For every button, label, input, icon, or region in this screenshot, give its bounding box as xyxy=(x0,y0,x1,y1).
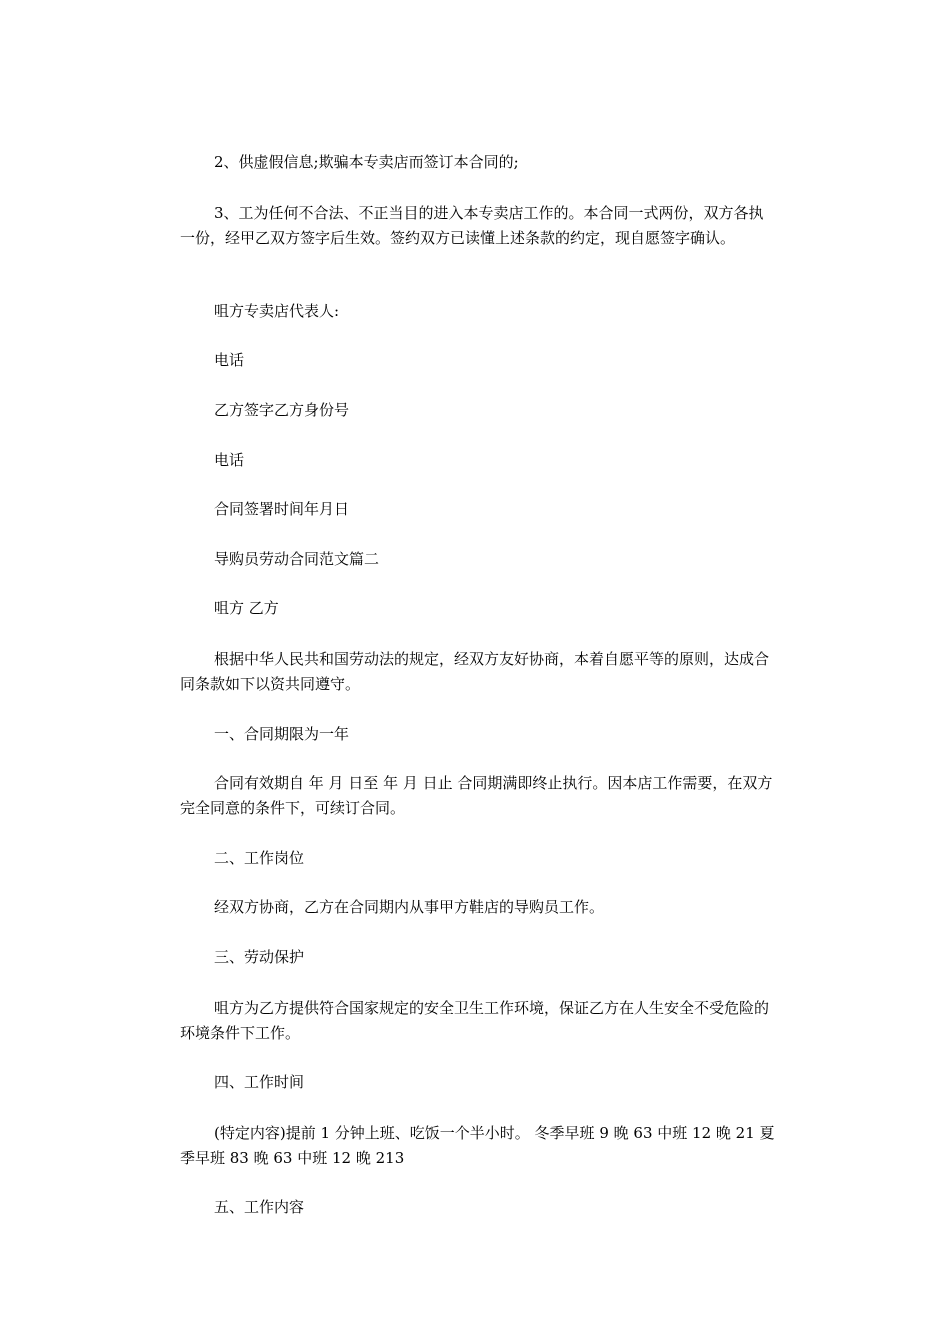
paragraph-1: 2、供虚假信息;欺骗本专卖店而签订本合同的; xyxy=(214,153,519,171)
paragraph-15: 三、劳动保护 xyxy=(214,948,305,966)
paragraph-6: 电话 xyxy=(214,451,245,469)
paragraph-9: 咀方 乙方 xyxy=(214,599,279,617)
paragraph-19: 五、工作内容 xyxy=(214,1198,305,1216)
paragraph-7: 合同签署时间年月日 xyxy=(214,500,350,518)
paragraph-10: 根据中华人民共和国劳动法的规定，经双方友好协商，本着自愿平等的原则，达成合同条款如下以资共同遵守。 xyxy=(180,650,770,693)
paragraph-4: 电话 xyxy=(214,351,245,369)
paragraph-14: 经双方协商，乙方在合同期内从事甲方鞋店的导购员工作。 xyxy=(214,898,605,916)
paragraph-16: 咀方为乙方提供符合国家规定的安全卫生工作环境，保证乙方在人生安全不受危险的环境条件下工作。 xyxy=(180,999,770,1042)
paragraph-3: 咀方专卖店代表人: xyxy=(214,302,340,320)
paragraph-17: 四、工作时间 xyxy=(214,1073,305,1091)
paragraph-18: (特定内容)提前 1 分钟上班、吃饭一个半小时。 冬季早班 9 晚 63 中班 12 晚 21 夏季早班 83 晚 63 中班 12 晚 213 xyxy=(180,1124,775,1167)
section-heading: 导购员劳动合同范文篇二 xyxy=(214,550,380,568)
paragraph-5: 乙方签字乙方身份号 xyxy=(214,401,350,419)
paragraph-13: 二、工作岗位 xyxy=(214,849,305,867)
paragraph-2: 3、工为任何不合法、不正当目的进入本专卖店工作的。本合同一式两份，双方各执一份，经甲乙双方签字后生效。签约双方已读懂上述条款的约定，现自愿签字确认。 xyxy=(180,204,764,247)
paragraph-11: 一、合同期限为一年 xyxy=(214,725,350,743)
paragraph-12: 合同有效期自 年 月 日至 年 月 日止 合同期满即终止执行。因本店工作需要，在双方完全同意的条件下，可续订合同。 xyxy=(180,774,773,817)
